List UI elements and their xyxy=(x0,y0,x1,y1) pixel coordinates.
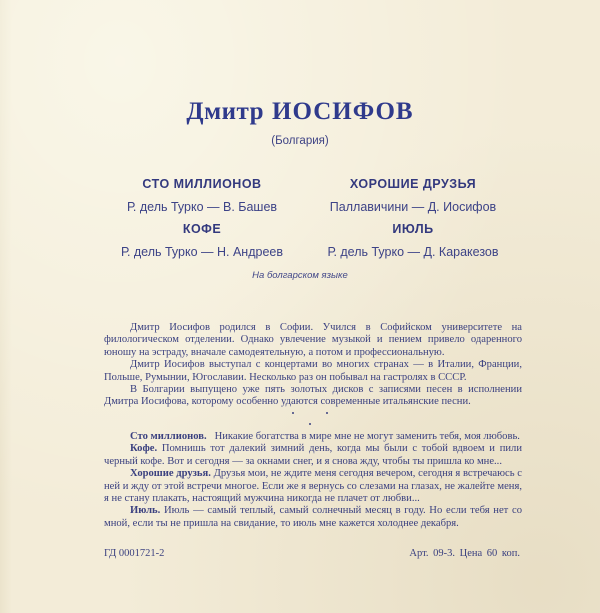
song-title: ИЮЛЬ xyxy=(392,222,434,236)
lyrics-text: Помнишь тот далекий зимний день, когда мы были с тобой вдвоем и пили черный кофе. Вот и сегодня — за окнами снег, и я снова жду, чтобы ты пришла ко мне... xyxy=(104,443,522,467)
lyrics-item xyxy=(104,505,522,530)
language-note: На болгарском языке xyxy=(252,270,348,281)
song-credit: Р. дель Турко — В. Башев xyxy=(126,200,278,214)
divider-dot xyxy=(309,423,311,425)
divider-dot xyxy=(326,412,328,414)
bio-paragraph: Дмитр Иосифов родился в Софии. Учился в Софийском университете на филологическом отделении. Однако увлечение музыкой и пением привело одаренного юношу на эстраду, вначале самодеятельную, а потом и профессиональную. xyxy=(104,322,522,358)
song-entry xyxy=(303,177,523,214)
lyrics-text: Друзья мои, не ждите меня сегодня вечером, сегодня я встречаюсь с ней и жду от этой встречи многое. Если же я вернусь со слезами на глазах, не жалейте меня, я не стану плакать, настоящий мужчина никогда не плачет от любви... xyxy=(104,468,522,505)
catalog-number: ГД 0001721-2 xyxy=(104,548,165,559)
bio-paragraph: Дмитр Иосифов выступал с концертами во многих странах — в Италии, Франции, Польше, Румынии, Югославии. Несколько раз он побывал на гастролях в СССР. xyxy=(104,359,522,383)
artist-last-name: ИОСИФОВ xyxy=(272,98,414,125)
lyrics-item xyxy=(104,431,522,443)
song-title: КОФЕ xyxy=(182,222,222,236)
song-entry xyxy=(92,222,312,259)
divider-dot xyxy=(292,412,294,414)
artist-first-name: Дмитр xyxy=(186,98,264,125)
song-title: ХОРОШИЕ ДРУЗЬЯ xyxy=(349,177,477,191)
artist-country: (Болгария) xyxy=(271,135,329,147)
song-credit: Р. дель Турко — Д. Каракезов xyxy=(327,245,499,259)
song-credit: Паллавичини — Д. Иосифов xyxy=(329,200,497,214)
song-title: СТО МИЛЛИОНОВ xyxy=(142,177,262,191)
song-entry xyxy=(92,177,312,214)
lyrics-text: Июль — самый теплый, самый солнечный месяц в году. Но если тебя нет со мной, если ты не пришла на свидание, то июль мне кажется холоднее декабря. xyxy=(104,505,522,529)
lyrics-item xyxy=(104,468,522,505)
section-divider-dots xyxy=(0,408,600,428)
lyrics-item xyxy=(104,443,522,468)
song-entry xyxy=(303,222,523,259)
bio-paragraph: В Болгарии выпущено уже пять золотых дисков с записями песен в исполнении Дмитра Иосифова, которому особенно удаются современные итальянские песни. xyxy=(104,384,522,408)
song-credit: Р. дель Турко — Н. Андреев xyxy=(120,245,284,259)
lyrics-text: Никакие богатства в мире мне не могут заменить тебя, моя любовь. xyxy=(214,431,520,442)
lyrics-summaries xyxy=(104,431,522,530)
biography xyxy=(104,322,522,409)
lyrics-song-title: Кофе. xyxy=(130,443,158,455)
artist-title xyxy=(0,98,600,126)
article-price: Арт. 09-3. Цена 60 коп. xyxy=(409,548,520,559)
lyrics-song-title: Июль. xyxy=(130,505,161,517)
lyrics-song-title: Сто миллионов. xyxy=(130,431,207,442)
lyrics-song-title: Хорошие друзья. xyxy=(130,468,211,480)
